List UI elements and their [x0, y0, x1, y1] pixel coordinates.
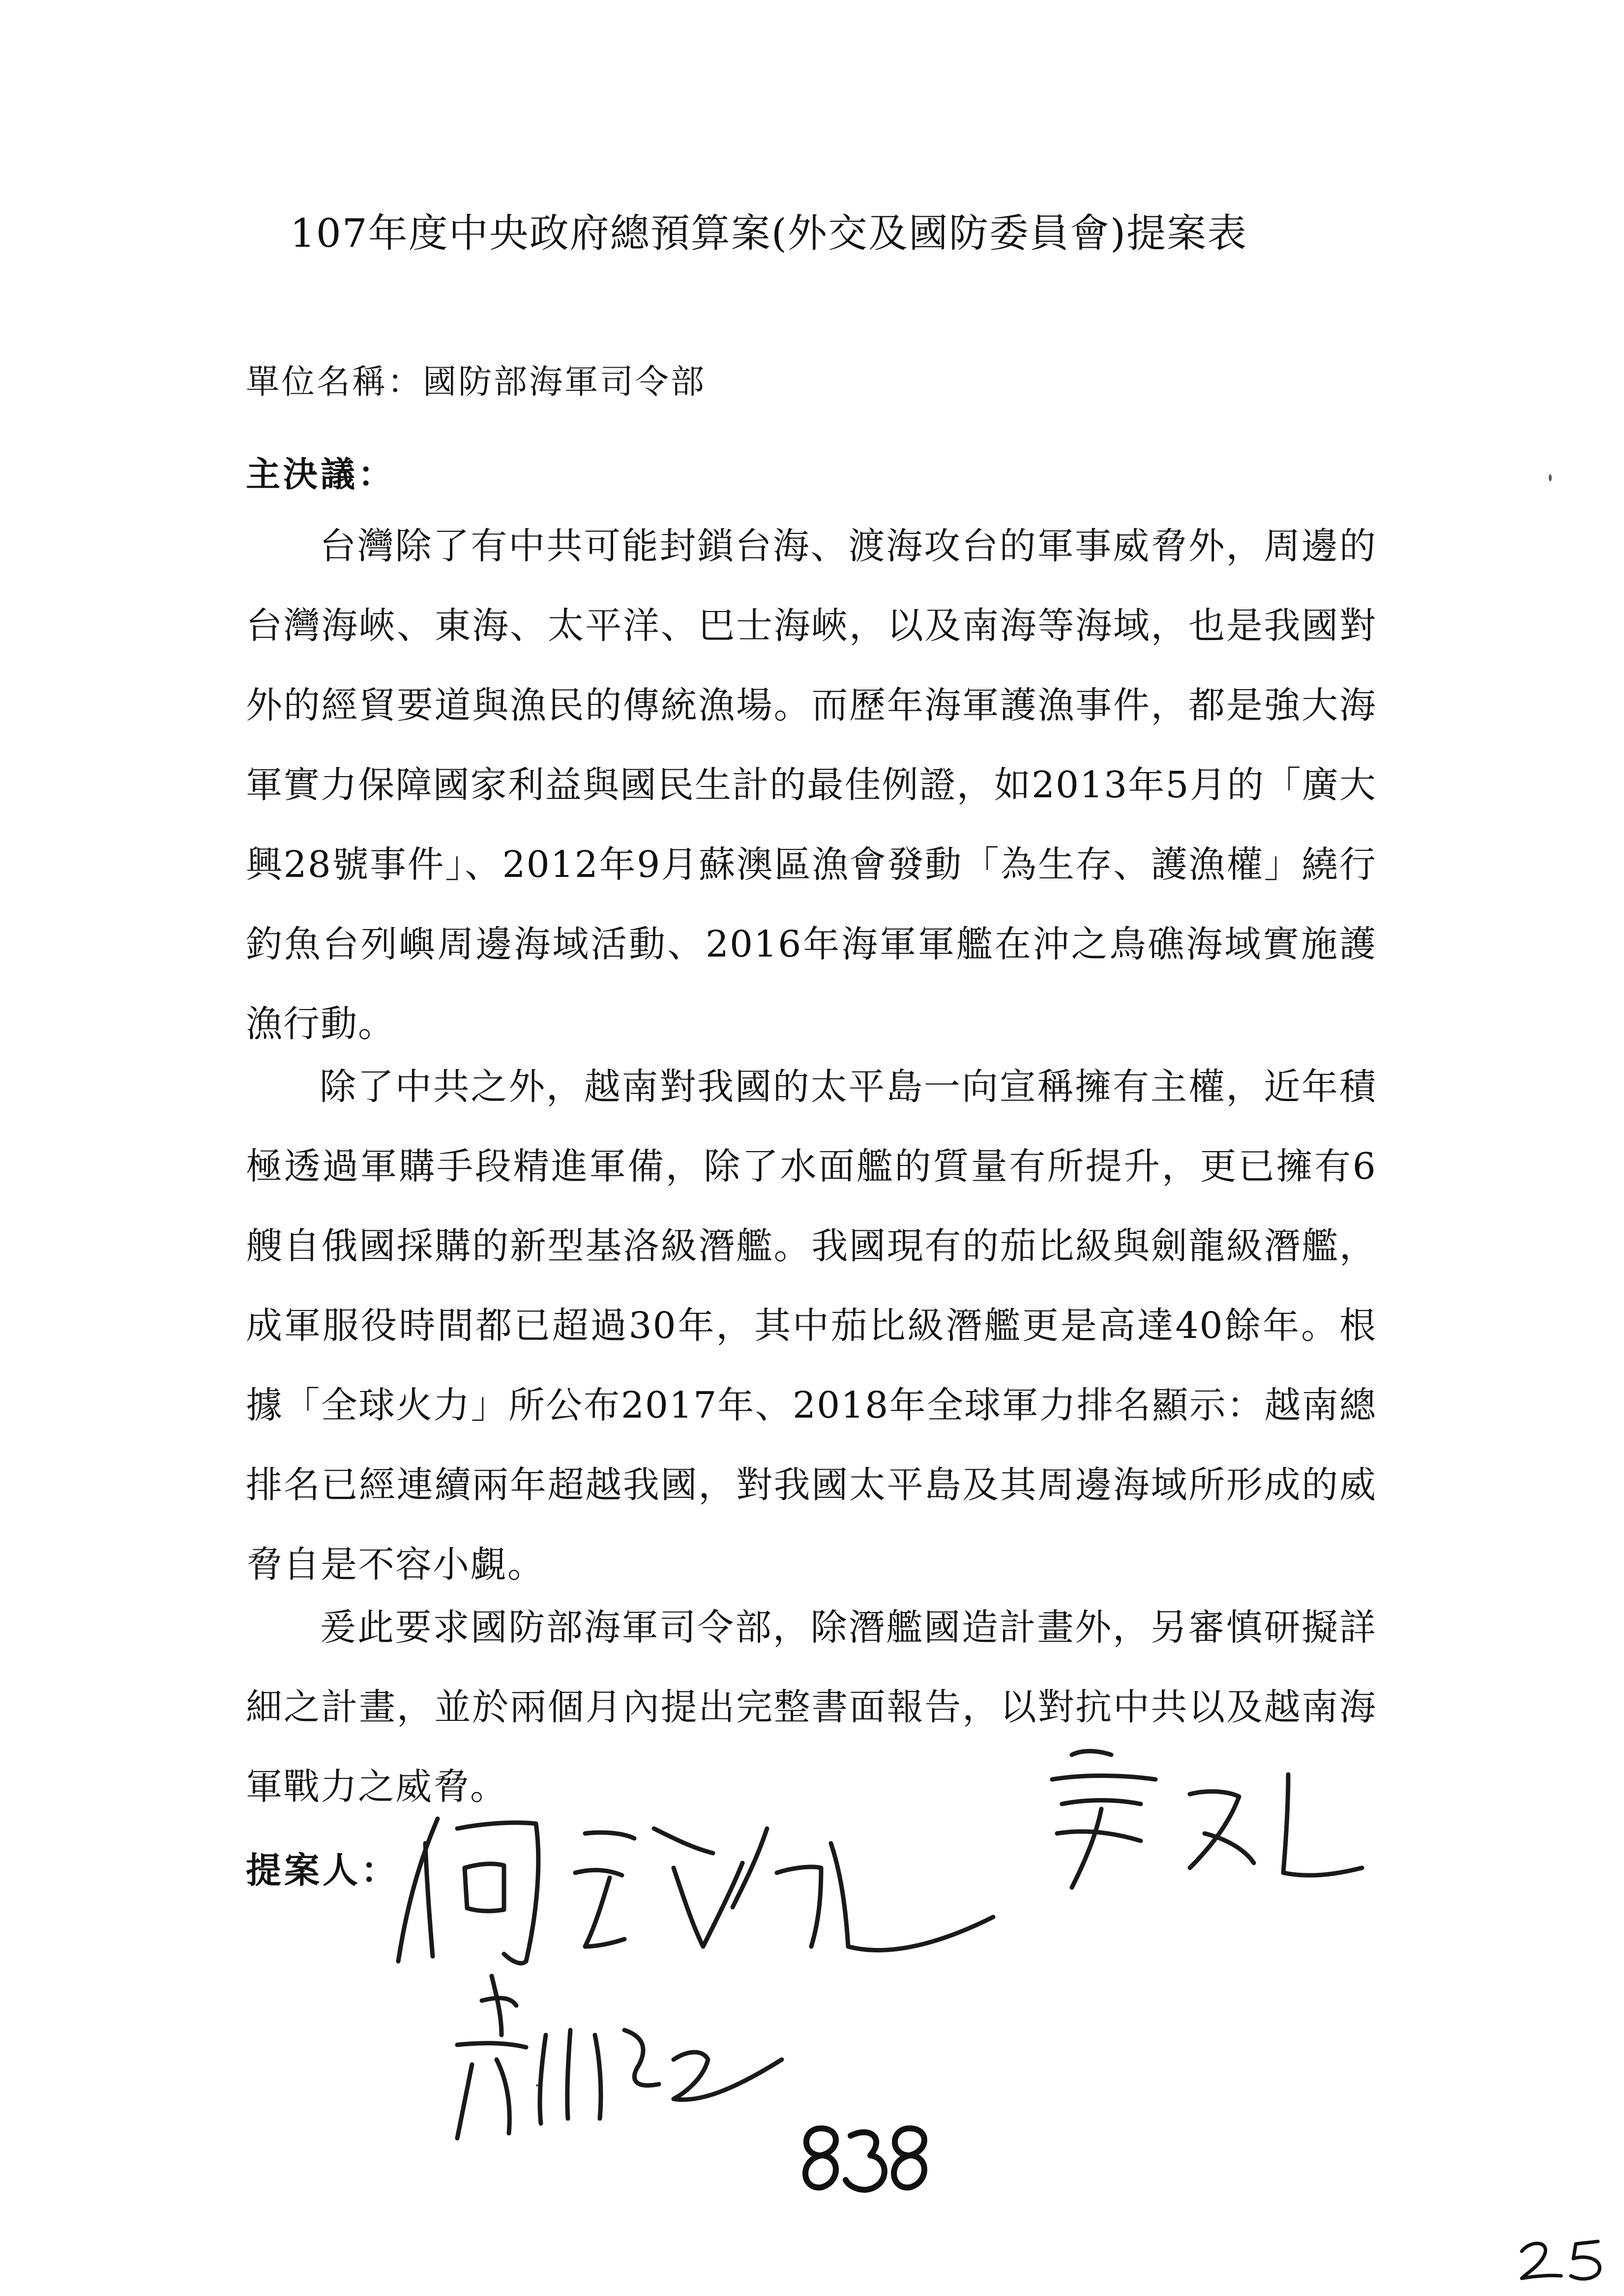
handwritten-signature	[428, 1961, 792, 2148]
handwritten-signature	[379, 1799, 1003, 1976]
main-resolution-heading: 主決議：	[246, 454, 395, 494]
scan-speck	[536, 2084, 538, 2087]
handwritten-corner-number	[1514, 2232, 1613, 2286]
handwritten-page-number	[787, 2109, 934, 2212]
proposer-label: 提案人：	[246, 1849, 400, 1891]
unit-name-line: 單位名稱：國防部海軍司令部	[246, 363, 707, 402]
body-paragraph: 除了中共之外，越南對我國的太平島一向宣稱擁有主權，近年積極透過軍購手段精進軍備，除了水面艦的質量有所提升，更已擁有6艘自俄國採購的新型基洛級潛艦。我國現有的茄比級與劍龍級潛艦，成軍服役時間都已超過30年，其中茄比級潛艦更是高達40餘年。根據「全球火力」所公布2017年、2018年全球軍力排名顯示：越南總排名已經連續兩年超越我國，對我國太平島及其周邊海域所形成的威脅自是不容小覷。	[246, 1066, 1377, 1586]
scan-speck	[1549, 474, 1552, 481]
handwritten-signature	[1013, 1735, 1372, 1897]
body-paragraph: 台灣除了有中共可能封鎖台海、渡海攻台的軍事威脅外，周邊的台灣海峽、東海、太平洋、巴士海峽，以及南海等海域，也是我國對外的經貿要道與漁民的傳統漁場。而歷年海軍護漁事件，都是強大海軍實力保障國家利益與國民生計的最佳例證，如2013年5月的「廣大興28號事件」、2012年9月蘇澳區漁會發動「為生存、護漁權」繞行釣魚台列嶼周邊海域活動、2016年海軍軍艦在沖之鳥礁海域實施護漁行動。	[246, 525, 1377, 1045]
body-paragraph: 爰此要求國防部海軍司令部，除潛艦國造計畫外，另審慎研擬詳細之計畫，並於兩個月內提出完整書面報告，以對抗中共以及越南海軍戰力之威脅。	[246, 1606, 1377, 1808]
document-title: 107年度中央政府總預算案(外交及國防委員會)提案表	[290, 210, 1248, 256]
